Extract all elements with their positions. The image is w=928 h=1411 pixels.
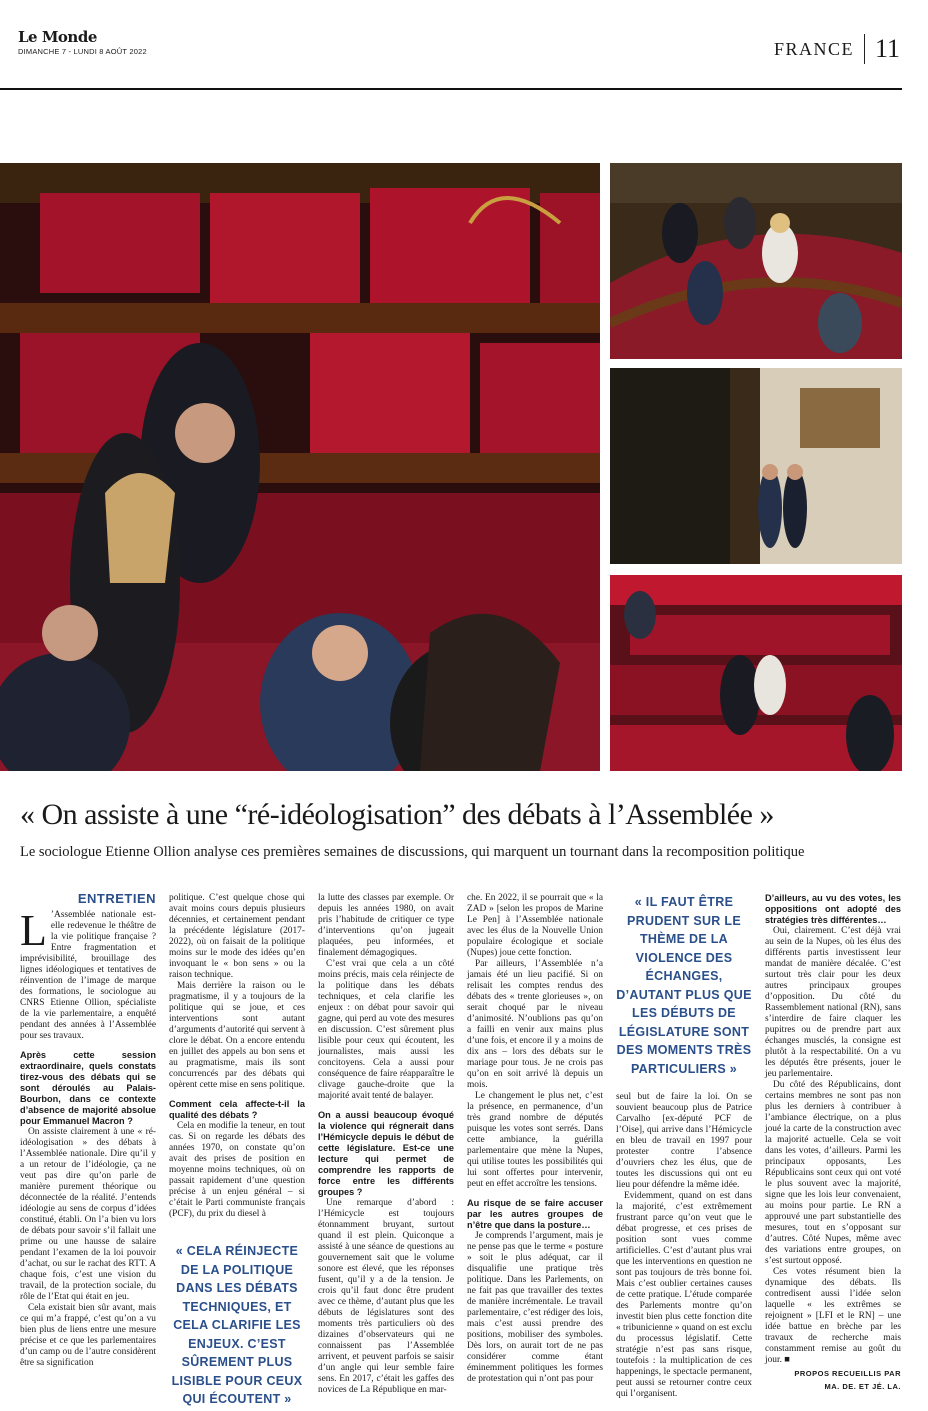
answer-paragraph: Mais derrière la raison ou le pragmatisme, il y a toujours de la politique qui se joue, et ces interventions sont autant d’arguments d’autorité qui servent à clore le débat. On a encore entendu en juillet des appels au bon sens et au pragmatisme, mais ils sont concurrencés par des débats qui opèrent cette mise en sens politique. bbox=[169, 981, 305, 1090]
answer-paragraph: Je comprends l’argument, mais je ne pense pas que le terme « posture » soit le plus adéquat, car il disqualifie une pratique très politique. Dans les Parlements, on ne fait pas que travailler des textes de manière incrémentale. Le travail parlementaire, c’est rédiger des lois, mais c’est aussi prendre des positions, mobiliser des symboles. Dès lors, on aurait tort de ne pas considérer comme étant éminemment politiques les formes de protestation qui n’ont pas pour bbox=[467, 1231, 603, 1384]
byline-initials: MA. DE. ET JÉ. LA. bbox=[824, 1382, 901, 1391]
photo-top-right bbox=[610, 163, 902, 359]
photo-middle-right bbox=[610, 368, 902, 564]
column-6 bbox=[765, 893, 901, 1392]
header-rule bbox=[0, 88, 902, 90]
newspaper-logo: Le Monde bbox=[18, 28, 97, 46]
column-5 bbox=[616, 893, 752, 1400]
section-header bbox=[774, 34, 900, 64]
answer-paragraph: Evidemment, quand on est dans la majorité, c’est extrêmement frustrant parce qu’on veut que le débat progresse, et ces prises de position sont vues comme artificielles. C’est d’autant plus vrai que les interventions en question ne sont pas toujours de très bonne foi. Mais c’est oublier certaines causes de cette pratique. L’étude comparée des Parlements montre qu’on investit bien plus cette fonction dite « tribunicienne » quand on est exclu du processus législatif. Cette stratégie n’est pas sans risque, toutefois : la multiplication de ces happenings, le spectacle permanent, peut aussi se retourner contre ceux qui l’organisent. bbox=[616, 1191, 752, 1399]
answer-paragraph: la lutte des classes par exemple. Or depuis les années 1980, on avait pris l’habitude de critiquer ce type d’interventions qu’on jugeait plaquées, peu informées, et finalement démagogiques. bbox=[318, 893, 454, 958]
page-number: 11 bbox=[874, 34, 900, 63]
answer-paragraph: seul but de faire la loi. On se souvient beaucoup plus de Patrice Carvalho [ex-député PCF de l’Oise], qui arrive dans l’Hémicycle en bleu de travail en 1997 pour protester contre l’absence d’ouvriers chez les élus, que de toutes les discussions qui ont eu lieu pour défendre la même idée. bbox=[616, 1092, 752, 1190]
masthead bbox=[18, 28, 147, 56]
issue-date: DIMANCHE 7 - LUNDI 8 AOÛT 2022 bbox=[18, 47, 147, 56]
column-4 bbox=[467, 893, 603, 1385]
article-subhead: Le sociologue Etienne Ollion analyse ces premières semaines de discussions, qui marquent un tournant dans la recomposition politique bbox=[20, 844, 805, 860]
column-3 bbox=[318, 893, 454, 1396]
column-2 bbox=[169, 893, 305, 1409]
main-photo bbox=[0, 163, 600, 771]
dropcap: L bbox=[20, 906, 47, 955]
question: On a aussi beaucoup évoqué la violence qui régnerait dans l’Hémicycle depuis le début de cette législature. Est-ce une lecture qui permet de comprendre les rapports de force entre les différents groupes ? bbox=[318, 1110, 454, 1197]
answer-paragraph: Ces votes résument bien la dynamique des débats. Ils contredisent aussi l’idée selon laquelle « les extrêmes se rejoignent » [LFI et le RN] – une idée battue en brèche par les travaux de recherche mais constamment remise au goût du jour. ■ bbox=[765, 1267, 901, 1365]
pull-quote: « IL FAUT ÊTRE PRUDENT SUR LE THÈME DE LA VIOLENCE DES ÉCHANGES, D’AUTANT PLUS QUE LES DÉBUTS DE LÉGISLATURE SONT DES MOMENTS TRÈS PARTICULIERS » bbox=[616, 895, 752, 1076]
answer-paragraph: Le changement le plus net, c’est la présence, en permanence, d’un très grand nombre de députés puisque les votes sont serrés. Dans cette ambiance, la guérilla parlementaire que mène la Nupes, qui utilise toutes les possibilités qui lui sont offertes pour intervenir, peut en effet accroître les tensions. bbox=[467, 1091, 603, 1189]
photo-bottom-right bbox=[610, 575, 902, 771]
byline-credit: PROPOS RECUEILLIS PAR bbox=[794, 1369, 901, 1378]
answer-paragraph: On assiste clairement à une « ré-idéologisation » des débats à l’Assemblée nationale. Dire qu’il y a un retour de l’idéologie, ça ne veut pas dire qu’on parle de manière purement théorique ou déconnectée de la réalité. J’entends idéologie au sens de corpus d’idées constitué, établi. On l’a bien vu lors de débats pour savoir s’il fallait une prime ou une hausse de salaire pendant l’examen de la loi pouvoir d’achat, ou sur le rachat des RTT. A chaque fois, c’est une vision du travail, de la protection sociale, du rôle de l’Etat qui était en jeu. bbox=[20, 1127, 156, 1302]
column-1 bbox=[20, 893, 156, 1369]
answer-paragraph: Par ailleurs, l’Assemblée n’a jamais été un lieu pacifié. Si on relisait les comptes rendus des débats des « trente glorieuses », on serait choqué par le niveau d’animosité. N’oublions pas qu’on a failli en venir aux mains plus d’une fois, et encore il y a moins de dix ans – lors des débats sur le mariage pour tous. Je ne crois pas qu’on en soit arrivé là depuis un mois. bbox=[467, 959, 603, 1090]
answer-paragraph: che. En 2022, il se pourrait que « la ZAD » [selon les propos de Marine Le Pen] à l’Assemblée nationale avec les élus de la Nouvelle Union populaire écologique et sociale (Nupes) joue cette fonction. bbox=[467, 893, 603, 958]
answer-paragraph: Oui, clairement. C’est déjà vrai au sein de la Nupes, où les élus des différents partis investissent leur mandat de manière décalée. C’est surtout très clair pour les deux autres principaux groupes d’opposition. Du côté du Rassemblement national (RN), sans s’interdire de faire claquer les pupitres ou de prendre part aux échanges musclés, la consigne est plutôt à la respectabilité. On a vu les députés être présents, jouer le jeu parlementaire. bbox=[765, 926, 901, 1079]
question: Comment cela affecte-t-il la qualité des débats ? bbox=[169, 1099, 305, 1120]
question: D’ailleurs, au vu des votes, les oppositions ont adopté des stratégies très différentes… bbox=[765, 893, 901, 925]
answer-paragraph: Une remarque d’abord : l’Hémicycle est toujours étonnamment bruyant, surtout quand il est plein. Quiconque a assisté à une séance de questions au gouvernement sait que le volume sonore est élevé, que les réponses fusent, qu’il y a de la tension. Je crois qu’il faut donc être prudent avec ce thème, d’autant plus que les débuts de législatures sont des moments très particuliers où des dizaines d’observateurs qui ne connaissent pas l’Assemblée arrivent, et peuvent parfois se saisir d’un angle qui leur semble faire sens. En 2017, c’était les gaffes des novices de La République en mar- bbox=[318, 1198, 454, 1395]
article-headline: « On assiste à une “ré-idéologisation” des débats à l’Assemblée » bbox=[20, 798, 774, 831]
kicker-entretien: ENTRETIEN bbox=[77, 891, 156, 906]
intro-paragraph: ’Assemblée nationale est-elle redevenue le théâtre de la vie politique française ? Entre fragmentation et imprévisibilité, brouillage des lignes idéologiques et tentatives de réinvention de l’image de marque des formations, le sociologue au CNRS Etienne Ollion, spécialiste de la vie parlementaire, a enquêté pendant des années à l’Assemblée pour ses travaux. bbox=[20, 910, 156, 1041]
question: Après cette session extraordinaire, quels constats tirez-vous des débats qui se sont déroulés au Palais-Bourbon, dans ce contexte d’absence de majorité absolue pour Emmanuel Macron ? bbox=[20, 1050, 156, 1126]
answer-paragraph: politique. C’est quelque chose qui avait moins cours depuis plusieurs décennies, et certainement pendant la précédente législature (2017-2022), où on faisait de la politique moins sur le mode des idées qu’en invoquant le « bon sens » ou la raison technique. bbox=[169, 893, 305, 980]
pull-quote: « CELA RÉINJECTE DE LA POLITIQUE DANS LES DÉBATS TECHNIQUES, ET CELA CLARIFIE LES ENJEUX. C’EST SÛREMENT PLUS LISIBLE POUR CEUX QUI ÉCOUTENT » bbox=[171, 1244, 303, 1406]
answer-paragraph: C’est vrai que cela a un côté moins précis, mais cela réinjecte de la politique dans les débats techniques, et cela clarifie les enjeux : on débat pour savoir qui gagne, qui perd au vote des mesures en discussion. C’est sûrement plus lisible pour ceux qui écoutent, les journalistes, mais aussi les concitoyens. Cela a aussi pour conséquence de faire réapparaître le clivage gauche-droite que la majorité avait tenté de balayer. bbox=[318, 959, 454, 1101]
answer-paragraph: Cela en modifie la teneur, en tout cas. Si on regarde les débats des années 1970, on constate qu’on avait des prises de position en moyenne moins techniques, où on passait rapidement d’une question précise à un enjeu général – si c’était le Parti communiste français (PCF), du prix du diesel à bbox=[169, 1121, 305, 1219]
question: Au risque de se faire accuser par les autres groupes de n’être que dans la posture… bbox=[467, 1198, 603, 1230]
answer-paragraph: Du côté des Républicains, dont certains membres ne sont pas non plus les derniers à contribuer à l’ambiance électrique, on a plus joué la carte de la construction avec la majorité actuelle. Cela se voit dans les votes, d’ailleurs. Parmi les principaux opposants, Les Républicains sont ceux qui ont voté le plus souvent avec la majorité, signe que les lois leur convenaient, au moins pour partie. Le RN a approuvé une part substantielle des mesures, tout en s’opposant sur d’autres. Côté Nupes, même avec des variations entre groupes, on s’est surtout opposé. bbox=[765, 1080, 901, 1266]
answer-paragraph: Cela existait bien sûr avant, mais ce qui m’a frappé, c’est qu’on a vu bien plus de liens entre une mesure précise et ce que les parlementaires d’un camp ou de l’autre considèrent être sa signification bbox=[20, 1303, 156, 1368]
section-name: FRANCE bbox=[773, 38, 854, 59]
section-divider bbox=[864, 34, 865, 64]
